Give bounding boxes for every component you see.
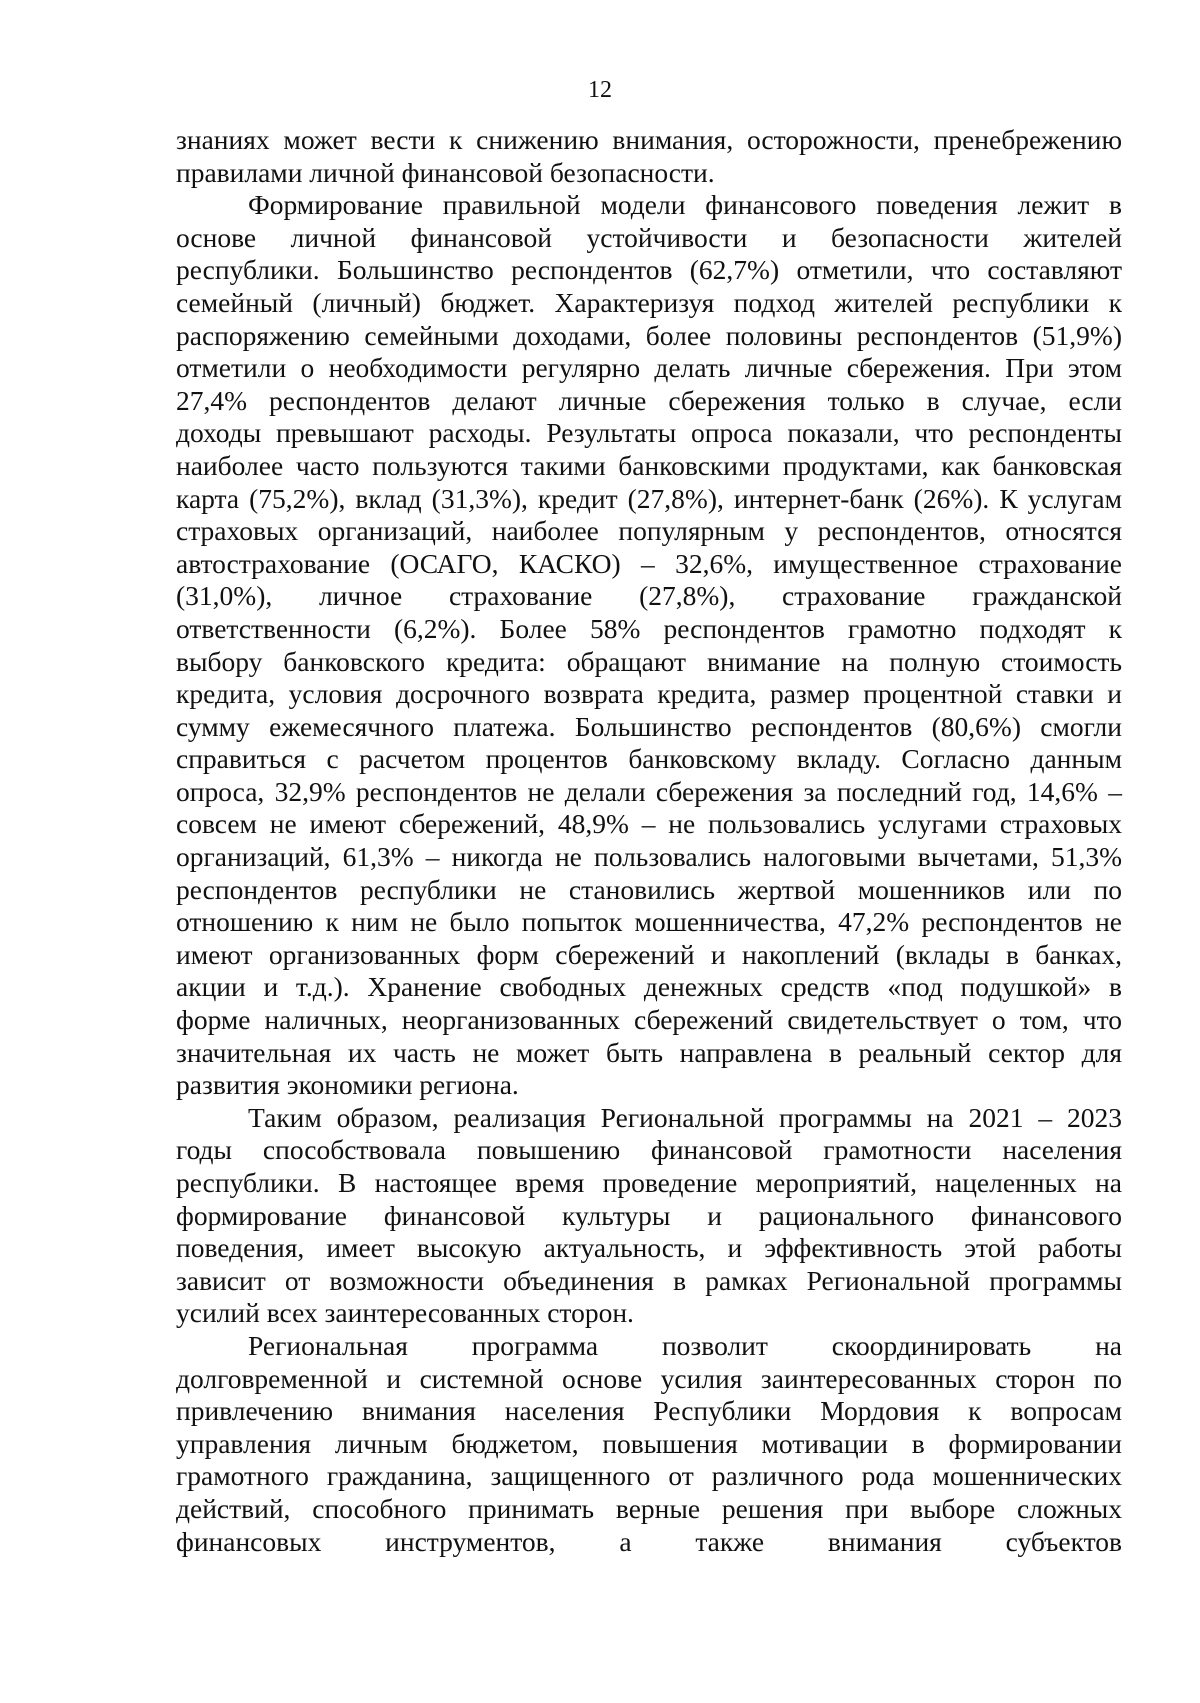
text-line: формирование финансовой культуры и рационального финансового xyxy=(176,1199,1122,1231)
text-line: отметили о необходимости регулярно делать личные сбережения. При этом xyxy=(176,352,1122,384)
text-line: имеют организованных форм сбережений и накоплений (вклады в банках, xyxy=(176,938,1122,970)
text-line: организаций, 61,3% – никогда не пользовались налоговыми вычетами, 51,3% xyxy=(176,841,1122,873)
text-line: республики. В настоящее время проведение мероприятий, нацеленных на xyxy=(176,1167,1122,1198)
page-number: 12 xyxy=(588,77,612,103)
text-line: форме наличных, неорганизованных сбережений свидетельствует о том, что xyxy=(176,1004,1122,1036)
text-line: Формирование правильной модели финансового поведения лежит в xyxy=(248,189,1122,221)
text-line: значительная их часть не может быть направлена в реальный сектор для xyxy=(176,1036,1122,1068)
text-line: республики. Большинство респондентов (62,7%) отметили, что составляют xyxy=(176,254,1122,286)
text-line: наиболее часто пользуются такими банковскими продуктами, как банковская xyxy=(176,449,1122,481)
text-line: зависит от возможности объединения в рамках Региональной программы xyxy=(176,1264,1122,1296)
text-line: грамотного гражданина, защищенного от различного рода мошеннических xyxy=(176,1460,1122,1492)
text-line: отношению к ним не было попыток мошенничества, 47,2% респондентов не xyxy=(176,906,1122,938)
text-line: кредита, условия досрочного возврата кредита, размер процентной ставки и xyxy=(176,678,1122,710)
text-line: финансовых инструментов, а также внимания субъектов xyxy=(176,1525,1122,1557)
text-line: действий, способного принимать верные решения при выборе сложных xyxy=(176,1492,1122,1524)
text-line: ответственности (6,2%). Более 58% респондентов грамотно подходят к xyxy=(176,612,1122,644)
text-line: знаниях может вести к снижению внимания, осторожности, пренебрежению xyxy=(176,124,1122,155)
text-line: выбору банковского кредита: обращают внимание на полную стоимость xyxy=(176,645,1122,677)
text-line: (31,0%), личное страхование (27,8%), страхование гражданской xyxy=(176,580,1122,612)
text-line: опроса, 32,9% респондентов не делали сбережения за последний год, 14,6% – xyxy=(176,775,1122,807)
text-line: годы способствовала повышению финансовой грамотности населения xyxy=(176,1134,1122,1166)
text-line: усилий всех заинтересованных сторон. xyxy=(176,1297,634,1329)
text-line: страховых организаций, наиболее популярным у респондентов, относятся xyxy=(176,515,1122,547)
text-line: распоряжению семейными доходами, более половины респондентов (51,9%) xyxy=(176,319,1122,351)
text-line: правилами личной финансовой безопасности. xyxy=(176,156,715,188)
text-line: акции и т.д.). Хранение свободных денежных средств «под подушкой» в xyxy=(176,971,1122,1003)
text-line: Региональная программа позволит скоординировать на xyxy=(248,1329,1122,1361)
text-line: поведения, имеет высокую актуальность, и эффективность этой работы xyxy=(176,1232,1122,1264)
text-line: 27,4% респондентов делают личные сбережения только в случае, если xyxy=(176,384,1122,416)
text-line: совсем не имеют сбережений, 48,9% – не пользовались услугами страховых xyxy=(176,808,1122,840)
text-line: основе личной финансовой устойчивости и безопасности жителей xyxy=(176,221,1122,253)
text-line: управления личным бюджетом, повышения мотивации в формировании xyxy=(176,1427,1122,1459)
text-line: автострахование (ОСАГО, КАСКО) – 32,6%, имущественное страхование xyxy=(176,547,1122,579)
text-line: доходы превышают расходы. Результаты опроса показали, что респонденты xyxy=(176,417,1122,449)
text-line: справиться с расчетом процентов банковскому вкладу. Согласно данным xyxy=(176,743,1122,775)
text-line: Таким образом, реализация Региональной программы на 2021 – 2023 xyxy=(248,1101,1122,1133)
body-text xyxy=(176,124,1122,1558)
text-line: долговременной и системной основе усилия заинтересованных сторон по xyxy=(176,1362,1122,1394)
text-line: привлечению внимания населения Республики Мордовия к вопросам xyxy=(176,1395,1122,1427)
text-line: развития экономики региона. xyxy=(176,1069,519,1101)
text-line: респондентов республики не становились жертвой мошенников или по xyxy=(176,873,1122,905)
text-line: семейный (личный) бюджет. Характеризуя подход жителей республики к xyxy=(176,286,1122,318)
text-line: карта (75,2%), вклад (31,3%), кредит (27,8%), интернет-банк (26%). К услугам xyxy=(176,482,1122,514)
text-line: сумму ежемесячного платежа. Большинство респондентов (80,6%) смогли xyxy=(176,710,1122,742)
